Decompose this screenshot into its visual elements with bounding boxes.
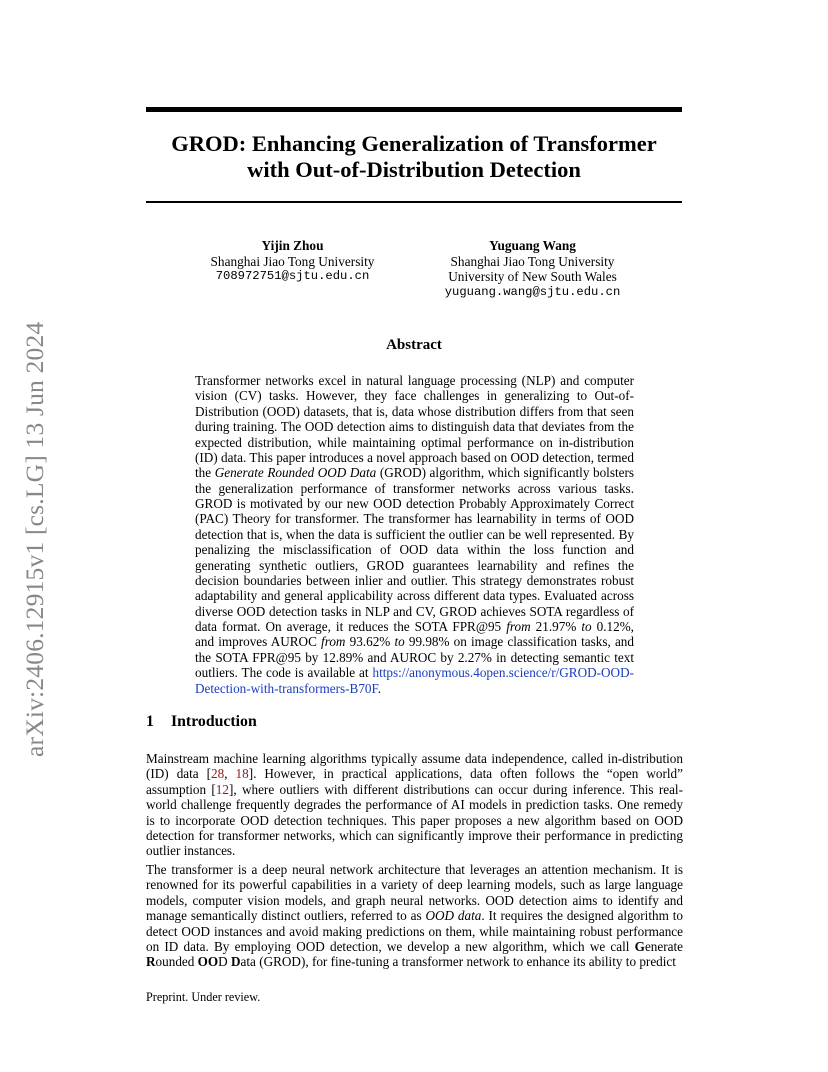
abstract-text: 21.97% <box>530 619 582 634</box>
author-block-1 <box>185 238 400 285</box>
author-email[interactable]: yuguang.wang@sjtu.edu.cn <box>444 284 621 299</box>
author-name: Yuguang Wang <box>489 238 576 253</box>
para-text: Mainstream machine learning algorithms typically assume data independence, called in-distribution (ID) data [ <box>146 751 683 782</box>
abstract-from: from <box>321 634 346 650</box>
author-name: Yijin Zhou <box>261 238 324 253</box>
section-heading <box>146 713 257 731</box>
author-affiliation: Shanghai Jiao Tong University <box>450 253 615 269</box>
abstract-text: (GROD) algorithm, which significantly bolsters the generalization performance of transformer networks across various tasks. GROD is motivated by our new OOD detection Probably Approximately Correct (PAC) Theory for transformer. The transformer has learnability in terms of OOD detection that is, when the data is sufficient the outlier can be well represented. By penalizing the misclassification of OOD data within the loss function and generating synthetic outliers, GROD guarantees learnability and refines the decision boundaries between inlier and outlier. This strategy demonstrates robust adaptability and general applicability across different data types. Evaluated across diverse OOD detection tasks in NLP and CV, GROD achieves SOTA regardless of data format. On average, it reduces the SOTA FPR@95 <box>195 465 635 634</box>
abstract-to: to <box>581 619 592 634</box>
abstract-text: Transformer networks excel in natural language processing (NLP) and computer vision (CV) tasks. However, they face challenges in generalizing to Out-of-Distribution (OOD) datasets, that is, data whose distribution differs from that seen during training. The OOD detection aims to distinguish data that deviates from the expected distribution, while maintaining optimal performance on in-distribution (ID) data. This paper introduces a novel approach based on OOD detection, termed the <box>195 373 634 481</box>
intro-paragraph-1 <box>146 751 683 859</box>
citation-link[interactable]: 18 <box>235 766 249 782</box>
abstract-from: from <box>506 619 531 634</box>
para-text: , <box>224 766 236 782</box>
para-text: ]. However, in practical applications, data often follows the “open world” assumption [ <box>146 766 683 797</box>
abstract-text: 93.62% <box>345 634 395 650</box>
para-text: enerate <box>644 938 683 954</box>
acronym-letter: OO <box>197 954 219 970</box>
abstract-to: to <box>394 634 405 650</box>
author-block-2 <box>425 238 640 300</box>
abstract-heading: Abstract <box>386 337 442 353</box>
acronym-letter: G <box>634 938 645 954</box>
title-line-1: GROD: Enhancing Generalization of Transformer <box>171 131 657 156</box>
abstract-text: 0.12%, and improves AUROC <box>195 619 634 650</box>
para-emphasis: OOD data <box>425 908 482 924</box>
author-affiliation-2: University of New South Wales <box>448 269 617 285</box>
acronym-letter: R <box>146 954 156 970</box>
acronym-letter: D <box>231 954 241 970</box>
citation-link[interactable]: 28 <box>211 766 225 782</box>
author-email[interactable]: 708972751@sjtu.edu.cn <box>215 269 370 284</box>
page-footer: Preprint. Under review. <box>146 990 261 1004</box>
citation-link[interactable]: 12 <box>215 781 229 797</box>
para-text: . It requires the designed algorithm to detect OOD instances and avoid making predictions on them, while maintaining robust performance on ID data. By employing OOD detection, we develop a new algorithm, which we call <box>146 908 683 954</box>
abstract-emphasis: Generate Rounded OOD Data <box>214 465 377 481</box>
paper-title <box>146 131 682 183</box>
para-text: ], where outliers with different distributions can occur during inference. This real-world challenge frequently degrades the performance of AI models in prediction tasks. One remedy is to incorporate OOD detection techniques. This paper proposes a new algorithm based on OOD detection for transformer networks, which can significantly improve their performance in predicting outlier instances. <box>146 781 683 859</box>
para-text: ounded <box>155 954 198 970</box>
title-line-2: with Out-of-Distribution Detection <box>247 157 581 182</box>
section-number: 1 <box>146 713 154 730</box>
abstract-text: . <box>377 680 382 696</box>
code-link[interactable]: https://anonymous.4open.science/r/GROD-OOD-Detection-with-transformers-B70F <box>195 665 634 696</box>
title-top-rule <box>146 107 682 112</box>
section-title: Introduction <box>171 713 257 730</box>
para-text: The transformer is a deep neural network architecture that leverages an attention mechanism. It is renowned for its powerful capabilities in a variety of deep learning models, such as large language models, computer vision models, and graph neural networks. OOD detection aims to identify and manage semantically distinct outliers, referred to as <box>146 862 683 924</box>
title-bottom-rule <box>146 201 682 203</box>
arxiv-identifier: arXiv:2406.12915v1 [cs.LG] 13 Jun 2024 <box>20 321 49 757</box>
para-text: ata (GROD), for fine-tuning a transformer network to enhance its ability to predict <box>240 954 676 970</box>
para-text: D <box>218 954 231 970</box>
intro-paragraph-2 <box>146 862 683 970</box>
abstract-text: 99.98% on image classification tasks, and the SOTA FPR@95 by 12.89% and AUROC by 2.27% in detecting semantic text outliers. The code is available at <box>195 634 634 681</box>
author-affiliation: Shanghai Jiao Tong University <box>210 253 375 269</box>
abstract-body <box>195 373 634 696</box>
